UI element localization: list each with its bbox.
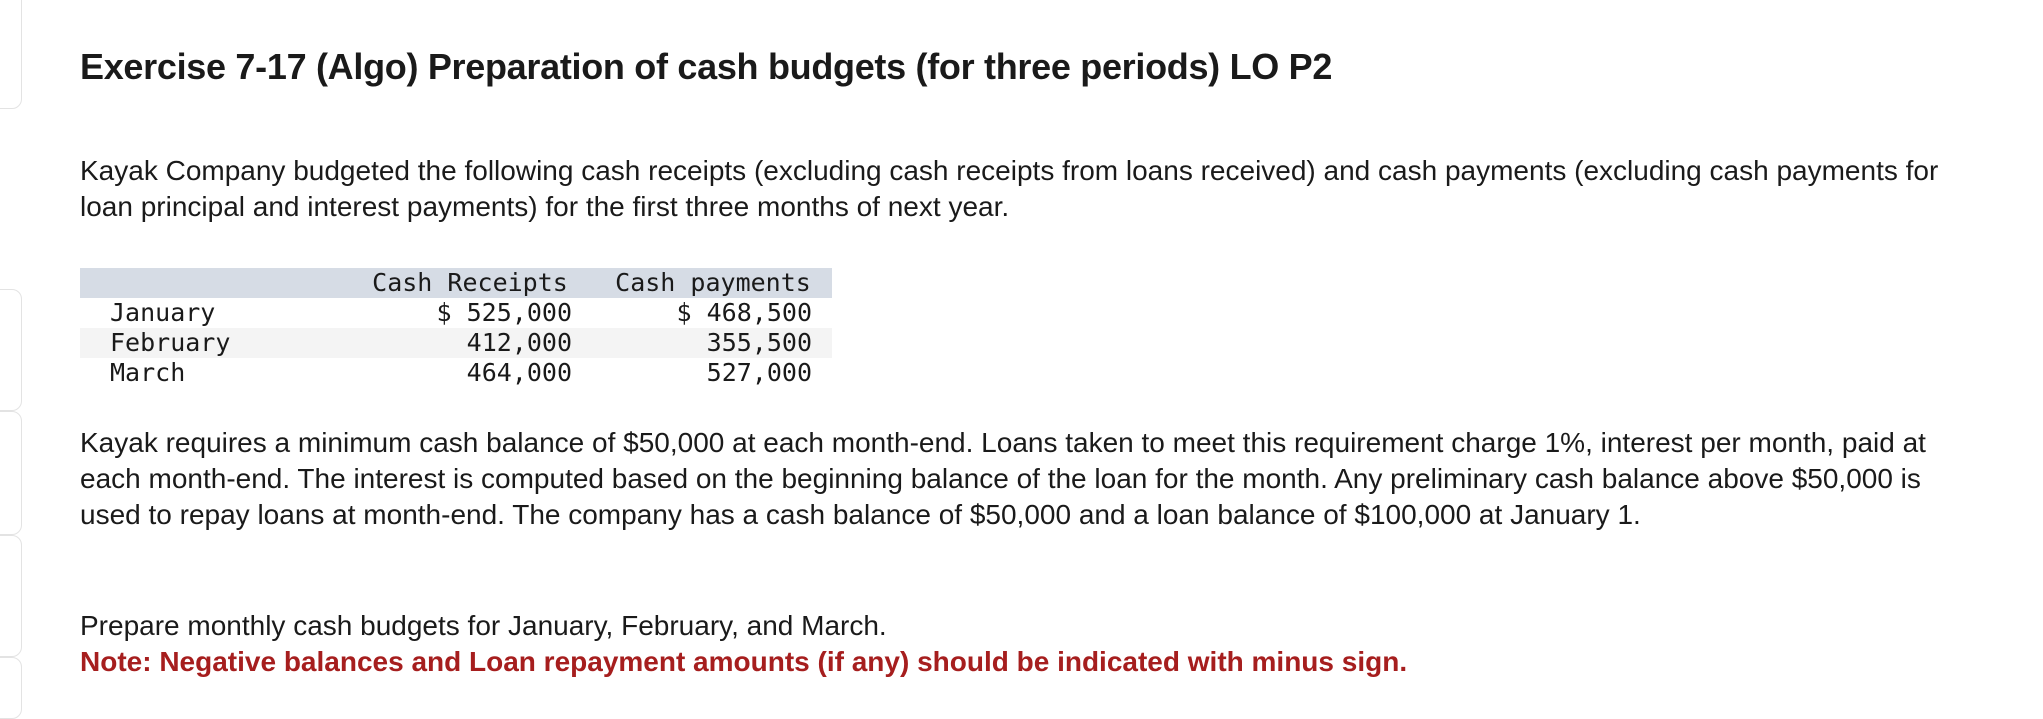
side-panel-tab[interactable]	[0, 411, 22, 535]
requirements-paragraph: Kayak requires a minimum cash balance of $50,000 at each month-end. Loans taken to meet this requirement charge 1%, interest per month, paid at each month-end. The interest is computed based on the beginning balance of the loan for the month. Any preliminary cash balance above $50,000 is used to repay loans at month-end. The company has a cash balance of $50,000 and a loan balance of $100,000 at January 1.	[80, 427, 1926, 530]
side-panel-tab[interactable]	[0, 0, 22, 109]
header-cash-payments: Cash payments	[615, 268, 811, 297]
payments-cell: 355,500	[706, 328, 812, 357]
receipts-cell: 464,000	[466, 358, 572, 387]
month-cell: January	[110, 298, 216, 327]
side-panel-tab[interactable]	[0, 535, 22, 657]
side-panel-tab[interactable]	[0, 289, 22, 411]
header-cash-receipts: Cash Receipts	[372, 268, 568, 297]
cash-budget-table	[80, 268, 832, 388]
exercise-title: Exercise 7-17 (Algo) Preparation of cash budgets (for three periods) LO P2	[80, 46, 1333, 87]
month-cell: February	[110, 328, 231, 357]
side-panel-tab[interactable]	[0, 657, 22, 719]
payments-cell: 527,000	[706, 358, 812, 387]
receipts-cell: 412,000	[466, 328, 572, 357]
header-month	[80, 268, 350, 298]
table-header-row	[80, 268, 832, 298]
table-row	[80, 328, 832, 358]
instruction-text: Prepare monthly cash budgets for January, February, and March.	[80, 610, 887, 641]
negative-balance-note: Note: Negative balances and Loan repayment amounts (if any) should be indicated with minus sign.	[80, 646, 1408, 677]
intro-paragraph: Kayak Company budgeted the following cash receipts (excluding cash receipts from loans received) and cash payments (excluding cash payments for loan principal and interest payments) for the first three months of next year.	[80, 155, 1939, 222]
receipts-cell: $ 525,000	[436, 298, 572, 327]
table-row	[80, 298, 832, 328]
table-row	[80, 358, 832, 388]
month-cell: March	[110, 358, 186, 387]
payments-cell: $ 468,500	[676, 298, 812, 327]
